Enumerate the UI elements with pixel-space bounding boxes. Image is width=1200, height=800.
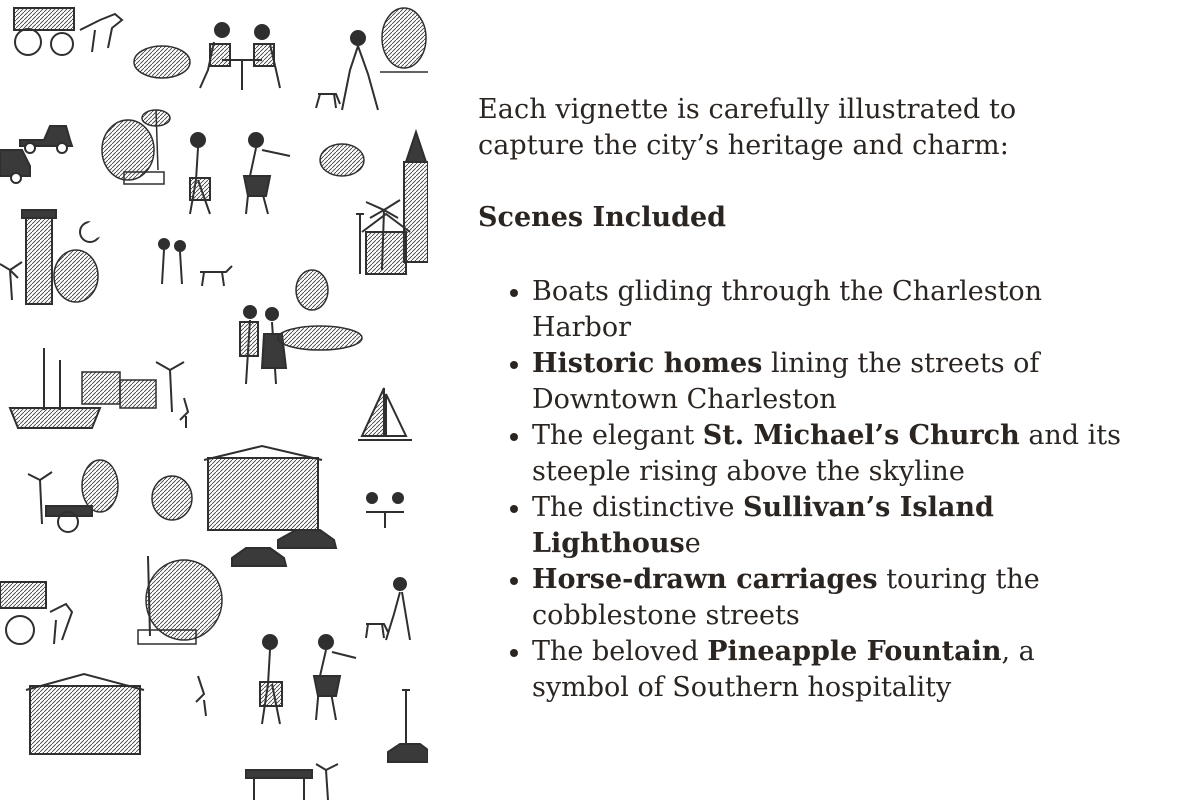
carriage-top-icon [14,8,122,55]
shrub-icon [134,46,190,78]
small-palm-icon [0,262,22,300]
crescent-moon-icon [80,220,104,242]
heron-2-icon [196,676,206,716]
street-lamp-icon [402,690,410,748]
golf-couple-icon [190,133,290,214]
cafe-couple-2-icon [366,493,404,528]
scene-item: The distinctive Sullivan’s Island Lighthouse [508,490,1138,562]
golf-couple-2-icon [260,635,356,724]
scene-item: The beloved Pineapple Fountain, a symbol of Southern hospitality [508,634,1138,706]
car-left-icon [0,150,30,183]
heron-icon [180,398,188,428]
harbor-houses-icon [82,362,184,412]
intro-text: Each vignette is carefully illustrated to capture the city’s heritage and charm: [478,94,1017,161]
scene-item: The elegant St. Michael’s Church and its steeple rising above the skyline [508,418,1138,490]
flower-bush-icon [320,144,364,176]
couple-with-dog-icon [159,239,232,286]
sailboat-icon [358,388,412,440]
market-pavilion-icon [246,764,338,800]
vintage-car-icon [232,530,336,566]
toile-pattern-art [0,0,428,800]
scenes-list [508,274,1138,706]
strolling-couple-icon [240,306,286,384]
willow-fence-icon [138,556,222,644]
scene-item: Horse-drawn carriages touring the cobblestone streets [508,562,1138,634]
scene-item: Historic homes lining the streets of Downtown Charleston [508,346,1138,418]
historic-house-2-icon [26,674,144,754]
pineapple-fountain-icon [380,8,428,72]
willow-tree-2-icon [54,250,98,302]
vintage-car-2-icon [388,744,428,762]
scenes-heading: Scenes Included [478,202,727,233]
description-copy [478,92,1178,706]
willow-grove-icon [82,460,192,520]
carriage-lower-icon [0,582,72,644]
willow-tree-icon [102,110,170,184]
scene-item: Boats gliding through the Charleston Harbor [508,274,1138,346]
pineapple-fountain-2-icon [278,270,362,350]
woman-with-dog-icon [316,31,378,110]
historic-house-icon [204,446,322,530]
tower-icon [22,210,56,304]
toile-pattern-illustration [0,0,428,800]
woman-with-dog-2-icon [366,578,410,640]
truck-icon [20,126,72,153]
cafe-couple-icon [200,23,280,90]
